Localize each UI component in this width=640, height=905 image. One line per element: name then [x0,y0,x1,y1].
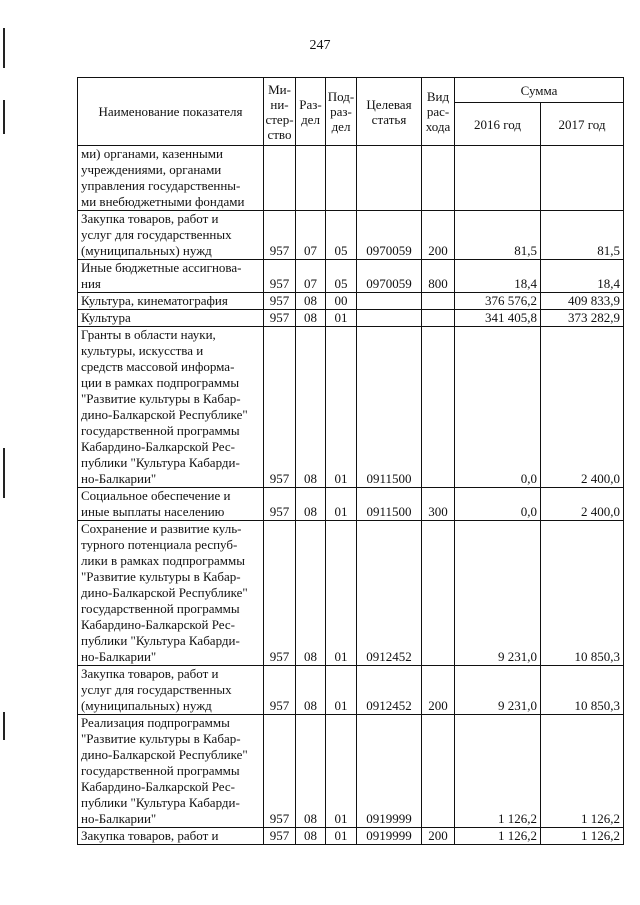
row-value-2016: 9 231,0 [455,521,541,666]
row-expense [422,715,455,828]
row-subsection [326,146,357,211]
row-ministry: 957 [264,211,296,260]
row-name: Иные бюджетные ассигнова- ния [78,260,264,293]
row-section: 08 [296,715,326,828]
row-subsection: 01 [326,521,357,666]
row-name: Закупка товаров, работ и [78,828,264,845]
row-value-2017: 81,5 [541,211,624,260]
row-value-2017: 2 400,0 [541,327,624,488]
row-expense [422,146,455,211]
header-expense: Вид рас- хода [422,78,455,146]
row-name: ми) органами, казенными учреждениями, органами управления государственны- ми внебюджетными фондами [78,146,264,211]
table-row [78,327,624,488]
margin-mark [3,448,5,498]
page-number: 247 [309,38,331,53]
row-subsection: 05 [326,211,357,260]
table-row [78,310,624,327]
row-target: 0970059 [357,260,422,293]
row-name: Культура, кинематография [78,293,264,310]
row-value-2017: 10 850,3 [541,521,624,666]
header-subsection: Под- раз- дел [326,78,357,146]
row-expense: 800 [422,260,455,293]
row-ministry [264,146,296,211]
row-ministry: 957 [264,666,296,715]
row-value-2016: 0,0 [455,488,541,521]
margin-mark [3,28,5,68]
row-section: 08 [296,521,326,666]
row-value-2016: 0,0 [455,327,541,488]
table-row [78,260,624,293]
header-section: Раз- дел [296,78,326,146]
row-section: 08 [296,666,326,715]
row-expense: 200 [422,211,455,260]
row-value-2016 [455,146,541,211]
margin-mark [3,712,5,740]
row-target: 0912452 [357,521,422,666]
header-ministry: Ми- ни- стер- ство [264,78,296,146]
row-target: 0911500 [357,327,422,488]
row-value-2017: 1 126,2 [541,828,624,845]
header-year-2017: 2017 год [541,103,624,146]
row-value-2016: 341 405,8 [455,310,541,327]
row-expense [422,521,455,666]
row-expense: 300 [422,488,455,521]
row-ministry: 957 [264,715,296,828]
row-section: 08 [296,310,326,327]
row-target [357,146,422,211]
row-value-2017: 409 833,9 [541,293,624,310]
row-value-2017: 1 126,2 [541,715,624,828]
row-section: 07 [296,211,326,260]
row-target: 0919999 [357,715,422,828]
row-section [296,146,326,211]
row-subsection: 01 [326,666,357,715]
row-section: 08 [296,488,326,521]
row-target: 0919999 [357,828,422,845]
header-name: Наименование показателя [78,78,264,146]
header-target: Целевая статья [357,78,422,146]
table-row [78,715,624,828]
row-target: 0912452 [357,666,422,715]
table-row [78,521,624,666]
row-ministry: 957 [264,488,296,521]
row-name: Сохранение и развитие куль- турного потенциала респуб- лики в рамках подпрограммы "Развитие культуры в Кабар- дино-Балкарской Республике" государственной программы Кабардино-Балкарской Рес- публики "Культура Кабарди- но-Балкарии" [78,521,264,666]
row-name: Гранты в области науки, культуры, искусства и средств массовой информа- ции в рамках подпрограммы "Развитие культуры в Кабар- дино-Балкарской Республике" государственной программы Кабардино-Балкарской Рес- публики "Культура Кабарди- но-Балкарии" [78,327,264,488]
margin-mark [3,100,5,134]
row-subsection: 01 [326,310,357,327]
table-row [78,146,624,211]
header-year-2016: 2016 год [455,103,541,146]
row-name: Закупка товаров, работ и услуг для государственных (муниципальных) нужд [78,666,264,715]
row-ministry: 957 [264,310,296,327]
table-row [78,293,624,310]
row-target [357,293,422,310]
row-subsection: 01 [326,828,357,845]
row-section: 08 [296,293,326,310]
header-sum: Сумма [455,78,624,103]
row-name: Культура [78,310,264,327]
row-expense: 200 [422,666,455,715]
row-section: 08 [296,828,326,845]
row-value-2016: 81,5 [455,211,541,260]
row-value-2017: 18,4 [541,260,624,293]
row-value-2016: 18,4 [455,260,541,293]
row-section: 07 [296,260,326,293]
row-value-2017: 373 282,9 [541,310,624,327]
row-value-2017 [541,146,624,211]
row-name: Закупка товаров, работ и услуг для государственных (муниципальных) нужд [78,211,264,260]
row-subsection: 01 [326,488,357,521]
row-value-2017: 2 400,0 [541,488,624,521]
row-ministry: 957 [264,521,296,666]
row-ministry: 957 [264,828,296,845]
row-target: 0970059 [357,211,422,260]
row-subsection: 05 [326,260,357,293]
row-expense [422,310,455,327]
row-target [357,310,422,327]
row-subsection: 01 [326,715,357,828]
table-row [78,666,624,715]
row-ministry: 957 [264,260,296,293]
row-expense [422,293,455,310]
row-name: Социальное обеспечение и иные выплаты населению [78,488,264,521]
row-value-2017: 10 850,3 [541,666,624,715]
row-value-2016: 1 126,2 [455,828,541,845]
row-ministry: 957 [264,327,296,488]
row-subsection: 01 [326,327,357,488]
row-ministry: 957 [264,293,296,310]
table-row [78,488,624,521]
row-value-2016: 1 126,2 [455,715,541,828]
row-expense: 200 [422,828,455,845]
row-name: Реализация подпрограммы "Развитие культуры в Кабар- дино-Балкарской Республике" государственной программы Кабардино-Балкарской Рес- публики "Культура Кабарди- но-Балкарии" [78,715,264,828]
row-value-2016: 376 576,2 [455,293,541,310]
table-row [78,828,624,845]
row-expense [422,327,455,488]
row-section: 08 [296,327,326,488]
row-target: 0911500 [357,488,422,521]
row-value-2016: 9 231,0 [455,666,541,715]
table-row [78,211,624,260]
row-subsection: 00 [326,293,357,310]
budget-table [77,77,624,845]
